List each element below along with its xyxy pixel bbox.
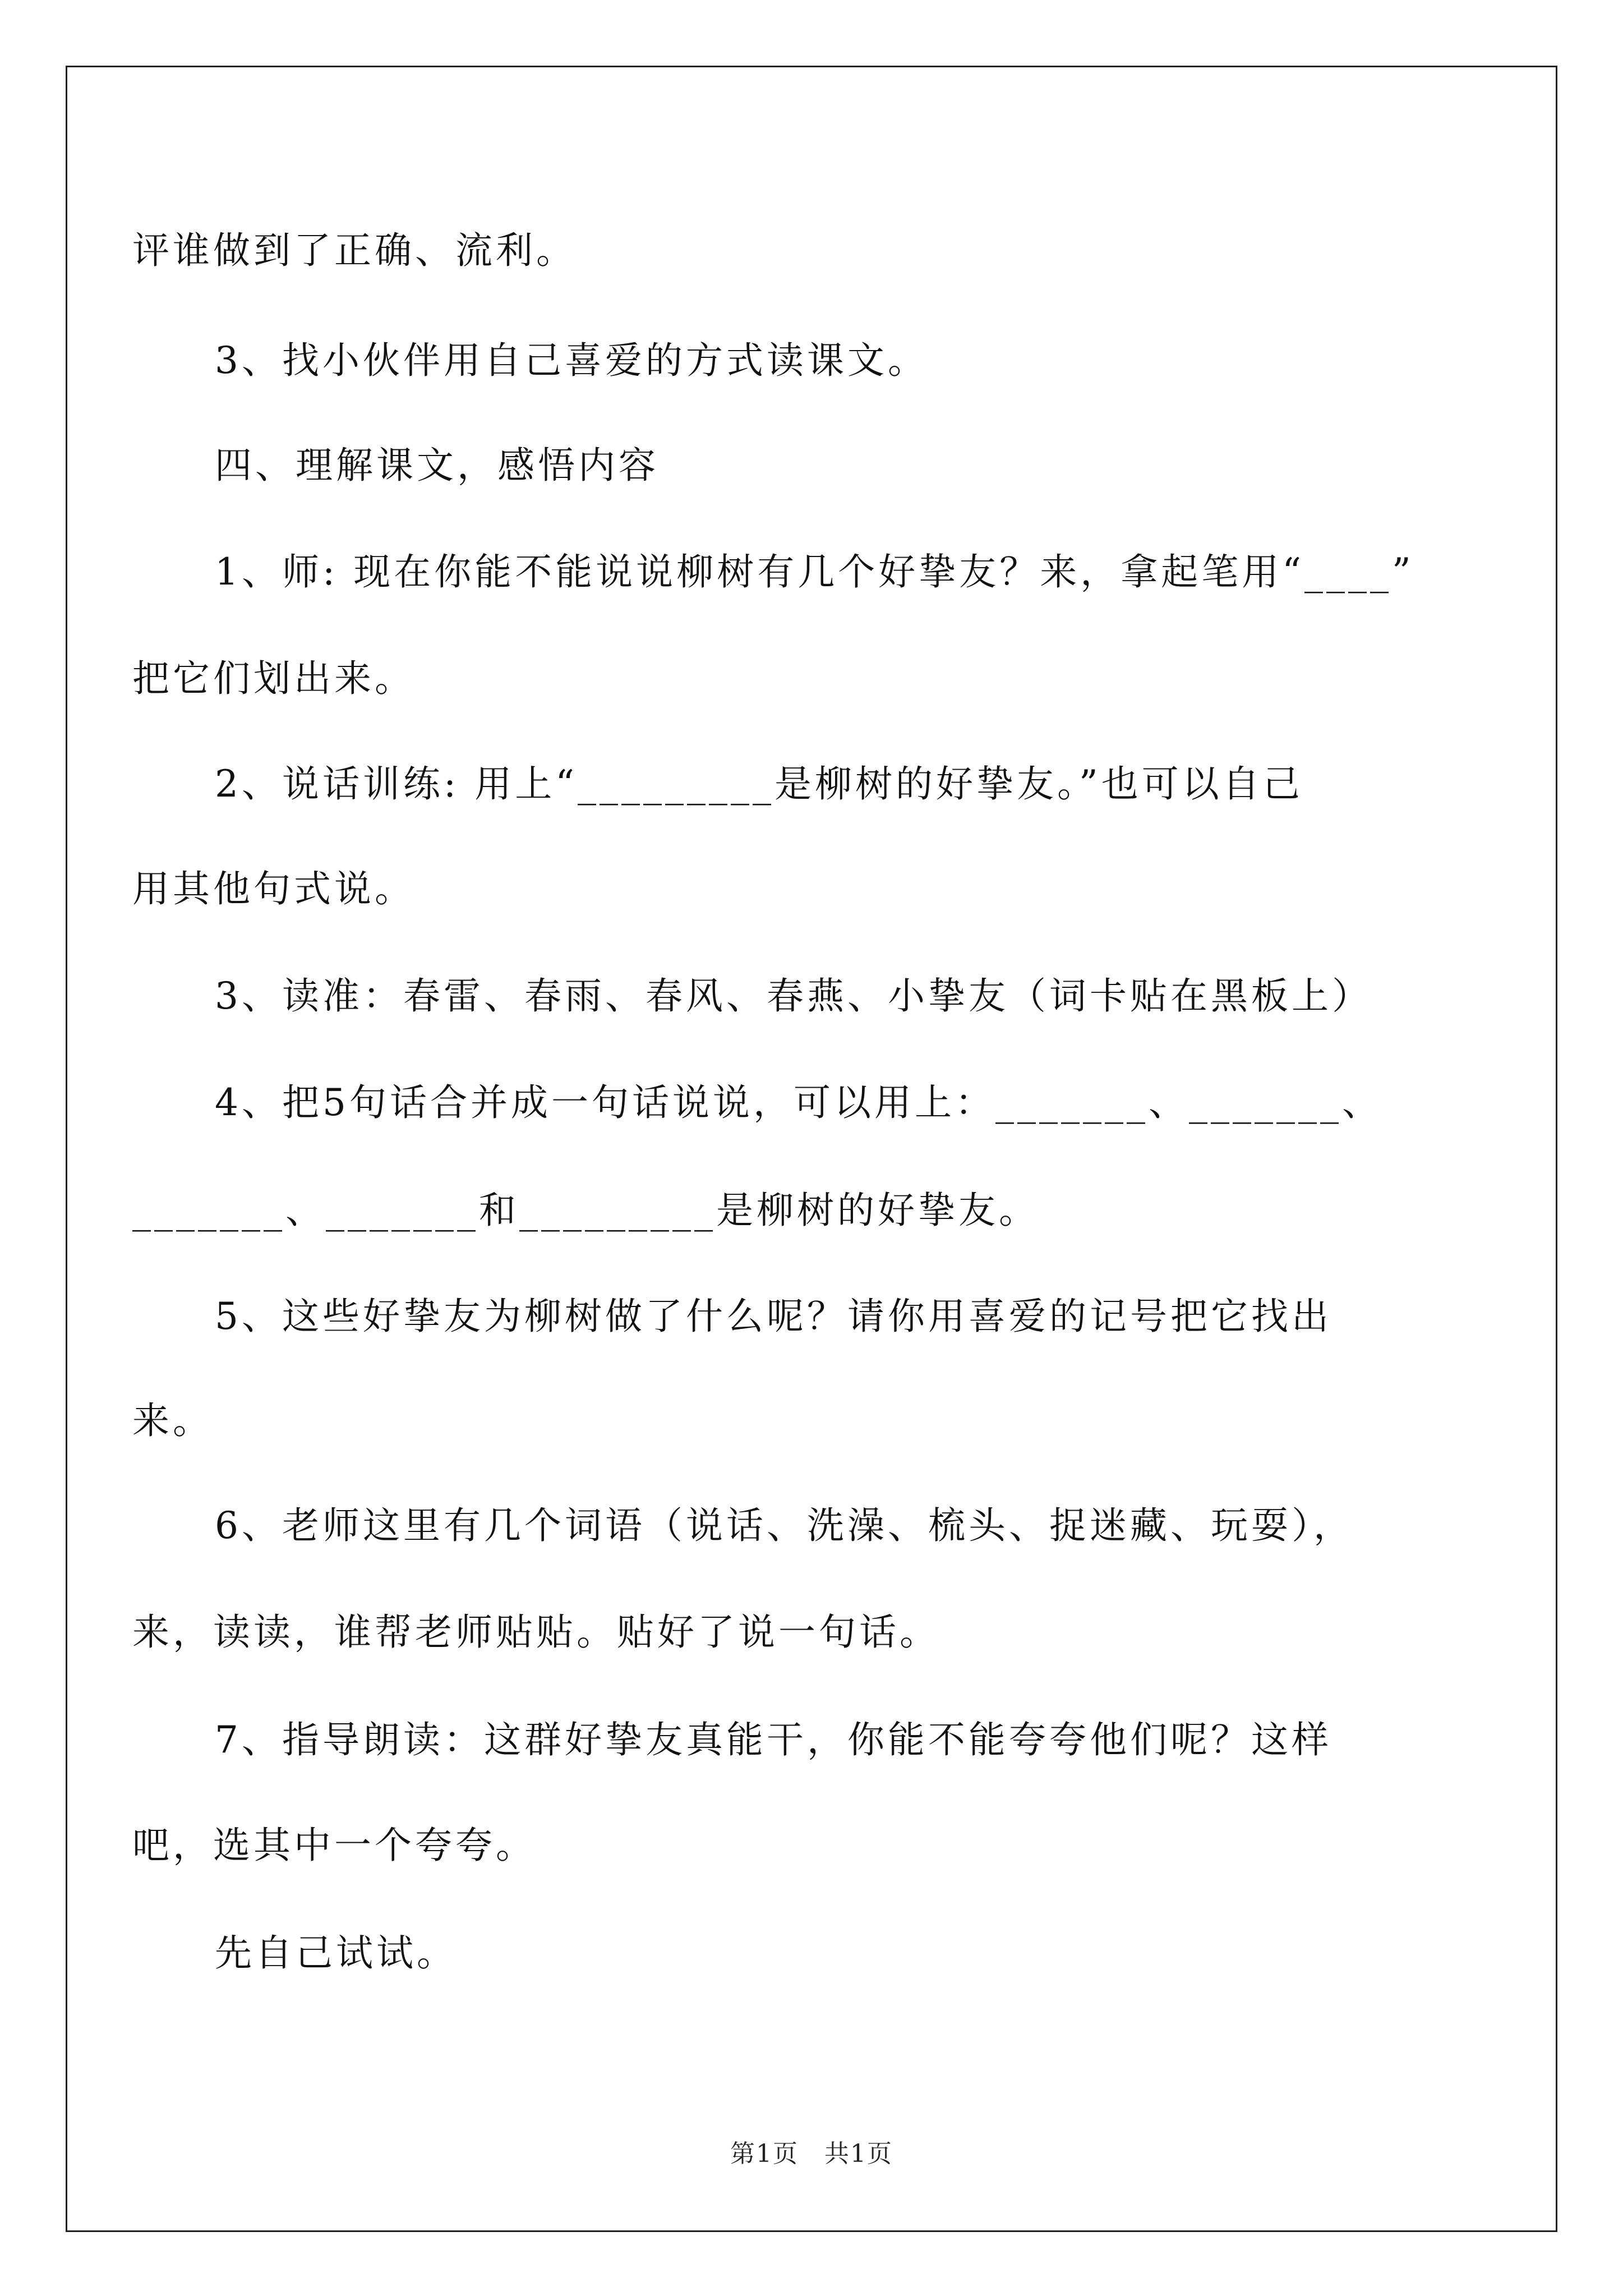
section-heading: 四、理解课文，感悟内容 <box>215 444 659 487</box>
text-line: 1、师: 现在你能不能说说柳树有几个好挚友？来，拿起笔用“____” <box>215 550 1414 593</box>
text-line: 评谁做到了正确、流利。 <box>132 229 577 272</box>
text-line: 先自己试试。 <box>215 1931 457 1975</box>
text-line: 来，读读，谁帮老师贴贴。贴好了说一句话。 <box>132 1611 940 1654</box>
text-line: 用其他句式说。 <box>132 867 415 910</box>
text-line: 5、这些好挚友为柳树做了什么呢？请你用喜爱的记号把它找出 <box>215 1295 1332 1338</box>
page-number: 第1页 共1页 <box>730 2139 893 2168</box>
text-line: 4、把5句话合并成一句话说说，可以用上：_______、_______、 <box>215 1081 1382 1124</box>
text-line: 7、指导朗读：这群好挚友真能干，你能不能夸夸他们呢？这样 <box>215 1718 1332 1761</box>
text-line: 把它们划出来。 <box>132 657 415 700</box>
page-frame <box>66 66 1557 2232</box>
text-line: _______、_______和_________是柳树的好挚友。 <box>132 1189 1039 1232</box>
text-line: 来。 <box>132 1399 213 1442</box>
text-line: 6、老师这里有几个词语（说话、洗澡、梳头、捉迷藏、玩耍）， <box>215 1504 1354 1547</box>
text-line: 3、找小伙伴用自己喜爱的方式读课文。 <box>215 339 928 382</box>
text-line: 2、说话训练: 用上“_________是柳树的好挚友。”也可以自己 <box>215 762 1303 806</box>
text-line: 3、读准：春雷、春雨、春风、春燕、小挚友（词卡贴在黑板上） <box>215 974 1372 1018</box>
text-line: 吧，选其中一个夸夸。 <box>132 1824 536 1867</box>
